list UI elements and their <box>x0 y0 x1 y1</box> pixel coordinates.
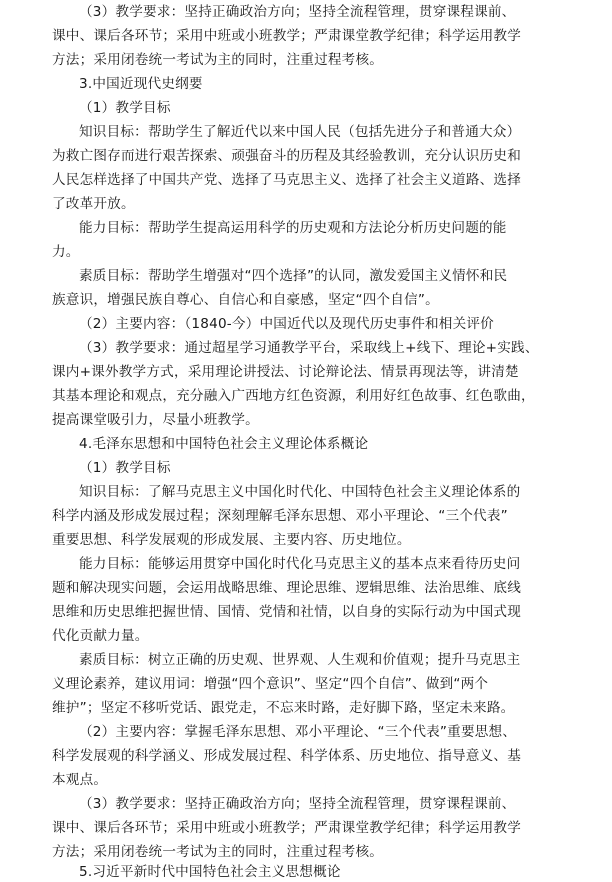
paragraph-line-quality-objective: 素质目标：帮助学生增强对“四个选择”的认同，激发爱国主义情怀和民 <box>79 268 508 284</box>
paragraph-line: 为救亡图存而进行艰苦探索、顽强奋斗的历程及其经验教训，充分认识历史和 <box>52 148 521 164</box>
section-heading-5: 5.习近平新时代中国特色社会主义思想概论 <box>79 864 341 880</box>
paragraph-line: 本观点。 <box>52 772 108 788</box>
paragraph-line: 科学发展观的科学涵义、形成发展过程、科学体系、历史地位、指导意义、基 <box>52 748 521 764</box>
paragraph-line-main-content: （2）主要内容：掌握毛泽东思想、邓小平理论、“三个代表”重要思想、 <box>79 724 517 740</box>
paragraph-line: 课中、课后各环节；采用中班或小班教学；严肃课堂教学纪律；科学运用教学 <box>52 28 521 44</box>
paragraph-line-teaching-requirements: （3）教学要求：坚持正确政治方向；坚持全流程管理，贯穿课程课前、 <box>79 796 516 812</box>
paragraph-line: 课内+课外教学方式，采用理论讲授法、讨论辩论法、情景再现法等，讲清楚 <box>52 364 519 380</box>
paragraph-line: 代化贡献力量。 <box>52 628 149 644</box>
paragraph-line-knowledge-objective: 知识目标：帮助学生了解近代以来中国人民（包括先进分子和普通大众） <box>79 124 521 140</box>
paragraph-line-ability-objective: 能力目标：帮助学生提高运用科学的历史观和方法论分析历史问题的能 <box>79 220 507 236</box>
paragraph-line: 方法；采用闭卷统一考试为主的同时，注重过程考核。 <box>52 844 384 860</box>
paragraph-line: 思维和历史思维把握世情、国情、党情和社情，以自身的实际行动为中国式现 <box>52 604 521 620</box>
paragraph-line: 重要思想、科学发展观的形成发展、主要内容、历史地位。 <box>52 532 411 548</box>
paragraph-line: 族意识，增强民族自尊心、自信心和自豪感，坚定“四个自信”。 <box>52 292 439 308</box>
paragraph-line: 人民怎样选择了中国共产党、选择了马克思主义、选择了社会主义道路、选择 <box>52 172 521 188</box>
paragraph-line: 课中、课后各环节；采用中班或小班教学；严肃课堂教学纪律；科学运用教学 <box>52 820 521 836</box>
subheading-teaching-objectives: （1）教学目标 <box>79 100 171 116</box>
paragraph-line-teaching-requirements: （3）教学要求：通过超星学习通教学平台，采取线上+线下、理论+实践、 <box>79 340 539 356</box>
section-heading-4: 4.毛泽东思想和中国特色社会主义理论体系概论 <box>79 436 369 452</box>
paragraph-line: 科学内涵及形成发展过程；深刻理解毛泽东思想、邓小平理论、“三个代表” <box>52 508 508 524</box>
paragraph-line: 提高课堂吸引力，尽量小班教学。 <box>52 412 259 428</box>
paragraph-line: 其基本理论和观点，充分融入广西地方红色资源，利用好红色故事、红色歌曲， <box>52 388 535 404</box>
paragraph-line-teaching-requirements: （3）教学要求：坚持正确政治方向；坚持全流程管理，贯穿课程课前、 <box>79 4 516 20</box>
paragraph-line-main-content: （2）主要内容：（1840-今）中国近代以及现代历史事件和相关评价 <box>79 316 494 332</box>
paragraph-line: 方法；采用闭卷统一考试为主的同时，注重过程考核。 <box>52 52 384 68</box>
subheading-teaching-objectives: （1）教学目标 <box>79 460 171 476</box>
paragraph-line-ability-objective: 能力目标：能够运用贯穿中国化时代化马克思主义的基本点来看待历史问 <box>79 556 521 572</box>
paragraph-line: 了改革开放。 <box>52 196 135 212</box>
paragraph-line-quality-objective: 素质目标：树立正确的历史观、世界观、人生观和价值观；提升马克思主 <box>79 652 521 668</box>
paragraph-line: 义理论素养，建议用词：增强“四个意识”、坚定“四个自信”、做到“两个 <box>52 676 489 692</box>
section-heading-3: 3.中国近现代史纲要 <box>79 76 203 92</box>
paragraph-line: 力。 <box>52 244 80 260</box>
paragraph-line: 题和解决现实问题，会运用战略思维、理论思维、逻辑思维、法治思维、底线 <box>52 580 521 596</box>
paragraph-line: 维护”；坚定不移听党话、跟党走，不忘来时路，走好脚下路，坚定未来路。 <box>52 700 515 716</box>
paragraph-line-knowledge-objective: 知识目标：了解马克思主义中国化时代化、中国特色社会主义理论体系的 <box>79 484 521 500</box>
